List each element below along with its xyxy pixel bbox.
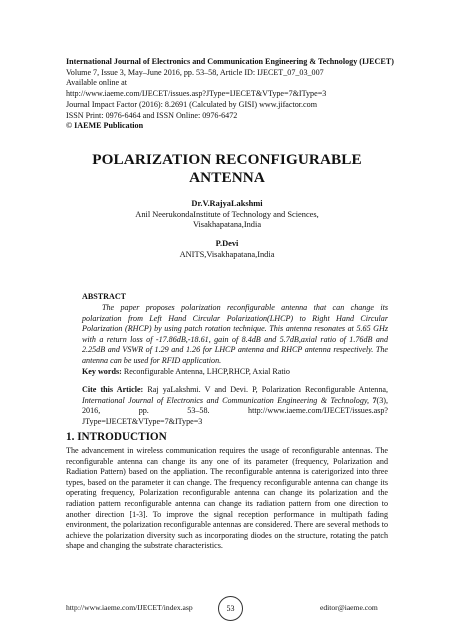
intro-text: The advancement in wireless communication requires the usage of reconfigurable antennas. The reconfigurable antenna can change its any one of its parameter (frequency, Polarization and Radiation Pattern) based on the appliation. The reconfigurable antenna is caterigorized into three types, based on the parameter it can change. The frequency reconfigurable antenna can change its operating frequency, Polarization reconfigurable antenna can change its polarization and the radiation pattern reconfigurable antenna can change its radiation pattern from one direction to another direction [1-3]. To improve the signal reception performance in multipath fading environment, the polarization reconfigurable antennas are considered. There are several methods to achieve the polarization diversity such as incorporating diodes on the structure, rotating the patch shape and changing the substrate characteristics. xyxy=(66,446,388,551)
journal-header xyxy=(66,57,396,132)
cite-text-2: (3), 2016, pp. 53–58. xyxy=(82,395,389,415)
journal-publisher: © IAEME Publication xyxy=(66,121,144,131)
author-block-1 xyxy=(66,199,388,231)
author-2-affiliation: ANITS,Visakhapatana,India xyxy=(179,249,275,259)
cite-block xyxy=(82,385,388,427)
journal-impact: Journal Impact Factor (2016): 8.2691 (Calculated by GISI) www.jifactor.com xyxy=(66,99,317,109)
paper-title xyxy=(66,151,388,187)
footer-email[interactable]: editor@iaeme.com xyxy=(320,603,378,612)
abstract-text: The paper proposes polarization reconfigurable antenna that can change its polarization from Left Hand Circular Polarization(LHCP) to Right Hand Circular Polarization (RHCP) by using patch rotation technique. This antenna resonates at 5.65 GHz with a return loss of -17.86dB,-18.61, gain of 8.4dB and 5.7dB,axial ratio of 1.76dB and 2.25dB and VSWR of 1.29 and 1.26 for LHCP antenna and RHCP antenna respectively. The antenna can be used for RFID application. xyxy=(82,303,388,365)
journal-volume: Volume 7, Issue 3, May–June 2016, pp. 53–58, Article ID: IJECET_07_03_007 xyxy=(66,67,324,77)
cite-label: Cite this Article: xyxy=(82,385,144,394)
abstract-heading: ABSTRACT xyxy=(82,292,127,301)
footer-url[interactable]: http://www.iaeme.com/IJECET/index.asp xyxy=(66,603,193,612)
author-1-name: Dr.V.RajyaLakshmi xyxy=(191,199,263,208)
author-1-affiliation-1: Anil NeerukondaInstitute of Technology and Sciences, xyxy=(135,209,319,219)
keywords-text: Reconfigurable Antenna, LHCP,RHCP, Axial Ratio xyxy=(123,367,290,376)
cite-url[interactable]: http://www.iaeme.com/IJECET/issues.asp?JType=IJECET&VType=7&IType=3 xyxy=(82,406,388,426)
keywords-label: Key words: xyxy=(82,367,122,376)
intro-heading: 1. INTRODUCTION xyxy=(66,431,167,443)
author-2-name: P.Devi xyxy=(215,239,239,248)
cite-journal: International Journal of Electronics and Communication Engineering & Technology, xyxy=(82,395,370,405)
keywords xyxy=(82,367,388,378)
title-line-2: ANTENNA xyxy=(189,168,265,186)
journal-issn: ISSN Print: 0976-6464 and ISSN Online: 0976-6472 xyxy=(66,110,238,120)
cite-volume: 7 xyxy=(372,395,377,405)
author-1-affiliation-2: Visakhapatana,India xyxy=(192,220,262,230)
page-number: 53 xyxy=(218,596,243,621)
title-line-1: POLARIZATION RECONFIGURABLE xyxy=(92,151,362,168)
cite-text-1: Raj yaLakshmi. V and Devi. P, Polarization Reconfigurable Antenna, xyxy=(147,385,389,394)
journal-url[interactable]: http://www.iaeme.com/IJECET/issues.asp?JType=IJECET&VType=7&IType=3 xyxy=(66,89,327,99)
journal-available: Available online at xyxy=(66,78,127,88)
journal-name: International Journal of Electronics and Communication Engineering & Technology (IJECET) xyxy=(66,57,394,66)
author-block-2 xyxy=(66,239,388,260)
